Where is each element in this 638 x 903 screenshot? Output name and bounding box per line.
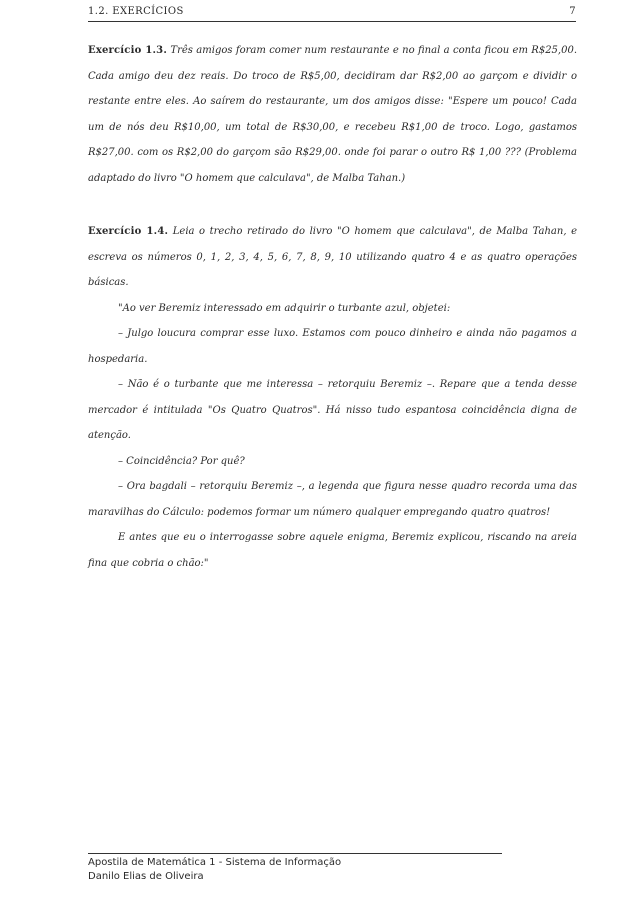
exercise-1-4-text: Leia o trecho retirado do livro "O homem que calculava", de Malba Tahan, e escreva os números 0, 1, 2, 3, 4, 5, 6, 7, 8, 9, 10 utilizando quatro 4 e as quatro operações básicas.	[88, 226, 577, 288]
exercise-1-4-label: Exercício 1.4.	[88, 226, 169, 237]
footer-course-title: Apostila de Matemática 1 - Sistema de Informação	[88, 857, 342, 868]
page-body	[88, 38, 577, 576]
section-title: 1.2. EXERCÍCIOS	[88, 6, 184, 17]
quote-paragraph: – Não é o turbante que me interessa – retorquiu Beremiz –. Repare que a tenda desse mercador é intitulada "Os Quatro Quatros". Há nisso tudo espantosa coincidência digna de atenção.	[88, 379, 577, 441]
exercise-1-4	[88, 219, 577, 296]
footer-author: Danilo Elias de Oliveira	[88, 871, 204, 882]
quote-paragraph: – Julgo loucura comprar esse luxo. Estamos com pouco dinheiro e ainda não pagamos a hospedaria.	[88, 328, 577, 365]
running-header	[88, 6, 576, 22]
quote-paragraph: – Coincidência? Por quê?	[118, 455, 245, 467]
quote-paragraph: "Ao ver Beremiz interessado em adquirir o turbante azul, objetei:	[118, 302, 451, 314]
quote-paragraph: – Ora bagdali – retorquiu Beremiz –, a legenda que figura nesse quadro recorda uma das maravilhas do Cálculo: podemos formar um número qualquer empregando quatro quatros!	[88, 481, 577, 518]
page-footer	[88, 853, 502, 884]
exercise-1-3-text: Três amigos foram comer num restaurante e no final a conta ficou em R$25,00. Cada amigo deu dez reais. Do troco de R$5,00, decidiram dar R$2,00 ao garçom e dividir o restante entre eles. Ao saírem do restaurante, um dos amigos disse: "Espere um pouco! Cada um de nós deu R$10,00, um total de R$30,00, e recebeu R$1,00 de troco. Logo, gastamos R$27,00. com os R$2,00 do garçom são R$29,00. onde foi parar o outro R$ 1,00 ??? (Problema adaptado do livro "O homem que calculava", de Malba Tahan.)	[88, 45, 578, 184]
quote-paragraph: E antes que eu o interrogasse sobre aquele enigma, Beremiz explicou, riscando na areia fina que cobria o chão:"	[88, 532, 577, 569]
exercise-1-3-label: Exercício 1.3.	[88, 45, 168, 56]
exercise-1-3	[88, 38, 577, 191]
page-number: 7	[569, 6, 576, 17]
